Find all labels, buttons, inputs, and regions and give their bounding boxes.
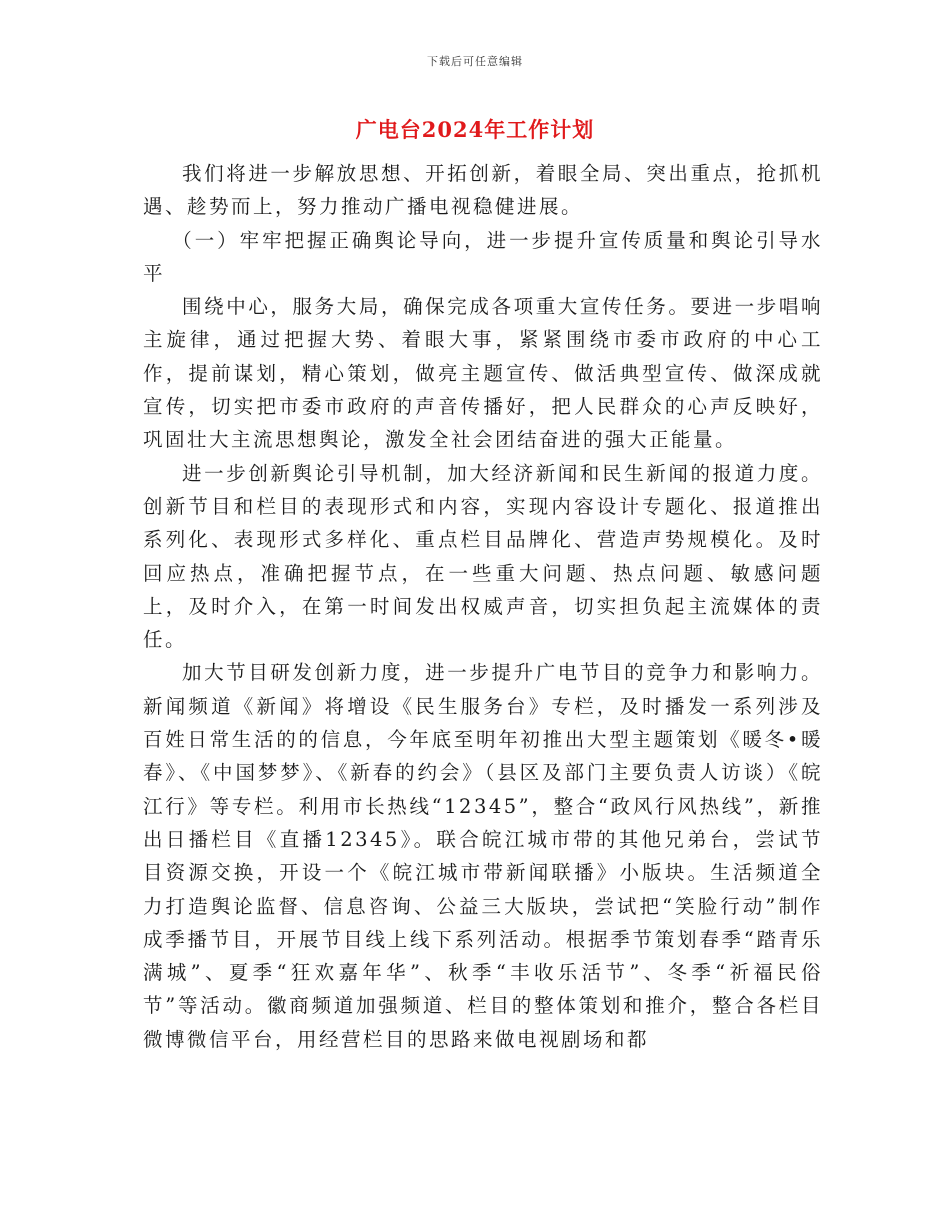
paragraph-central-tasks: 围绕中心，服务大局，确保完成各项重大宣传任务。要进一步唱响主旋律，通过把握大势、着眼大事，紧紧围绕市委市政府的中心工作，提前谋划，精心策划，做亮主题宣传、做活典型宣传、做深成就宣传，切实把市委市政府的声音传播好，把人民群众的心声反映好，巩固壮大主流思想舆论，激发全社会团结奋进的强大正能量。 [143, 295, 823, 452]
paragraph-opinion-mechanism: 进一步创新舆论引导机制，加大经济新闻和民生新闻的报道力度。创新节目和栏目的表现形式和内容，实现内容设计专题化、报道推出系列化、表现形式多样化、重点栏目品牌化、营造声势规模化。及时回应热点，准确把握节点，在一些重大问题、热点问题、敏感问题上，及时介入，在第一时间发出权威声音，切实担负起主流媒体的责任。 [143, 461, 823, 652]
paragraph-program-innovation: 加大节目研发创新力度，进一步提升广电节目的竞争力和影响力。新闻频道《新闻》将增设《民生服务台》专栏，及时播发一系列涉及百姓日常生活的的信息，今年底至明年初推出大型主题策划《暖冬•暖春》、《中国梦梦》、《新春的约会》（县区及部门主要负责人访谈）《皖江行》等专栏。利用市长热线“12345”，整合“政风行风热线”，新推出日播栏目《直播12345》。联合皖江城市带的其他兄弟台，尝试节目资源交换，开设一个《皖江城市带新闻联播》小版块。生活频道全力打造舆论监督、信息咨询、公益三大版块，尝试把“笑脸行动”制作成季播节目，开展节目线上线下系列活动。根据季节策划春季“踏青乐满城”、夏季“狂欢嘉年华”、秋季“丰收乐活节”、冬季“祈福民俗节”等活动。徽商频道加强频道、栏目的整体策划和推介，整合各栏目微博微信平台，用经营栏目的思路来做电视剧场和都 [143, 661, 823, 1051]
document-body [143, 157, 823, 1056]
section-heading-1: （一）牢牢把握正确舆论导向，进一步提升宣传质量和舆论引导水平 [143, 228, 823, 285]
paragraph-intro: 我们将进一步解放思想、开拓创新，着眼全局、突出重点，抢抓机遇、趁势而上，努力推动广播电视稳健进展。 [143, 162, 823, 219]
document-title: 广电台2024年工作计划 [355, 117, 595, 142]
header-note: 下载后可任意编辑 [427, 55, 523, 68]
